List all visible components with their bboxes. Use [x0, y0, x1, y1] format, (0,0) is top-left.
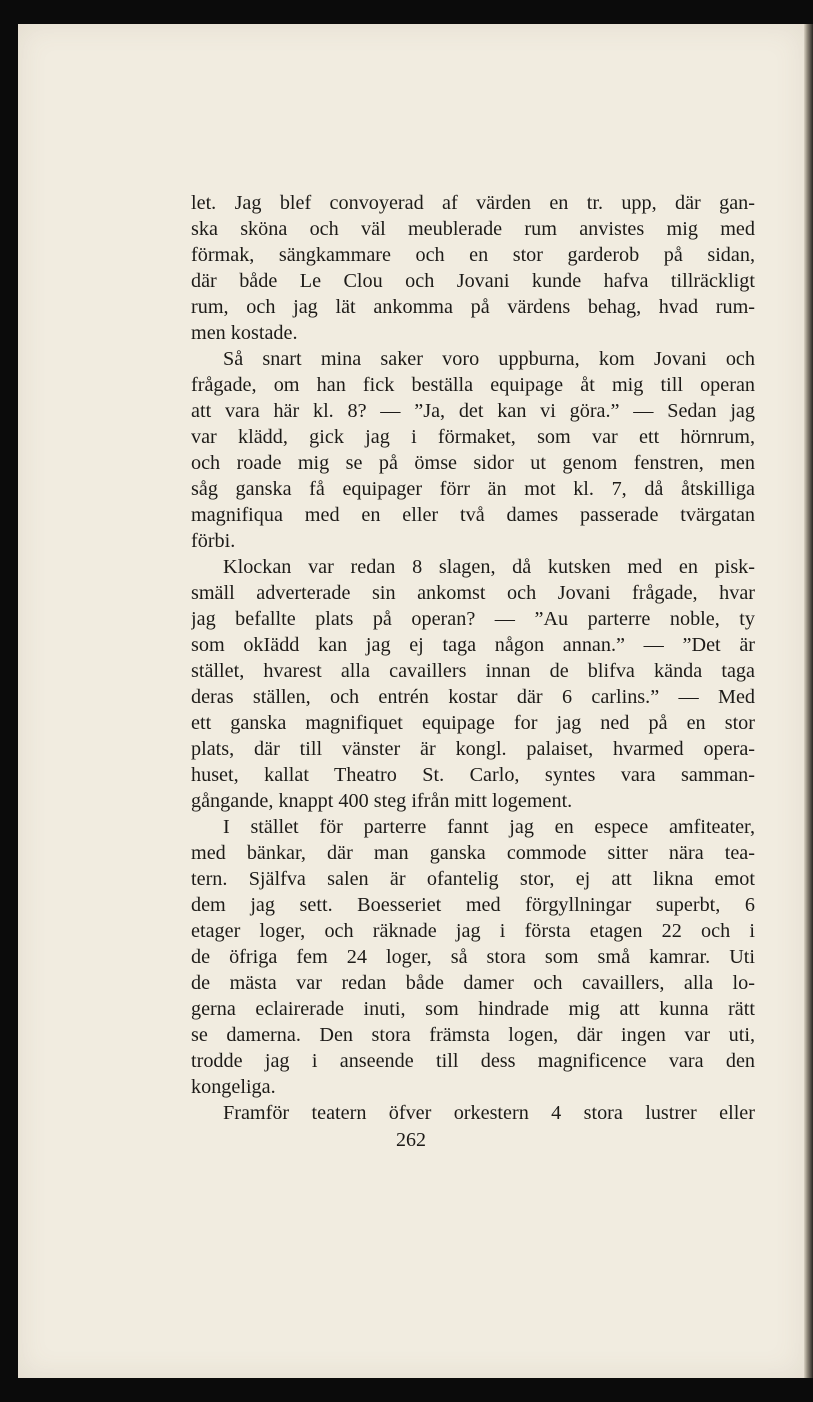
text-line: rum, och jag lät ankomma på värdens behag, hvad rum-: [191, 296, 755, 318]
text-line: let. Jag blef convoyerad af värden en tr. upp, där gan-: [191, 192, 755, 214]
text-line: gerna eclairerade inuti, som hindrade mig att kunna rätt: [191, 998, 755, 1020]
text-line: plats, där till vänster är kongl. palaiset, hvarmed opera-: [191, 738, 755, 760]
text-line: ska sköna och väl meublerade rum anvistes mig med: [191, 218, 755, 240]
text-line: var klädd, gick jag i förmaket, som var ett hörnrum,: [191, 426, 755, 448]
text-line: men kostade.: [191, 322, 298, 344]
text-line: deras ställen, och entrén kostar där 6 carlins.” — Med: [191, 686, 755, 708]
text-line: och roade mig se på ömse sidor ut genom fenstren, men: [191, 452, 755, 474]
text-line: Så snart mina saker voro uppburna, kom Jovani och: [223, 348, 755, 370]
text-line: dem jag sett. Boesseriet med förgyllningar superbt, 6: [191, 894, 755, 916]
text-line: kongeliga.: [191, 1076, 276, 1098]
text-line: Klockan var redan 8 slagen, då kutsken med en pisk-: [223, 556, 755, 578]
text-line: frågade, om han fick beställa equipage åt mig till operan: [191, 374, 755, 396]
text-line: att vara här kl. 8? — ”Ja, det kan vi göra.” — Sedan jag: [191, 400, 755, 422]
text-line: gångande, knappt 400 steg ifrån mitt logement.: [191, 790, 573, 812]
text-line: ett ganska magnifiquet equipage for jag ned på en stor: [191, 712, 755, 734]
book-page: [18, 24, 804, 1378]
text-line: jag befallte plats på operan? — ”Au parterre noble, ty: [191, 608, 755, 630]
text-line: de mästa var redan både damer och cavaillers, alla lo-: [191, 972, 755, 994]
text-line: Framför teatern öfver orkestern 4 stora lustrer eller: [223, 1102, 755, 1124]
text-line: stället, hvarest alla cavaillers innan de blifva kända taga: [191, 660, 755, 682]
text-line: tern. Själfva salen är ofantelig stor, ej att likna emot: [191, 868, 755, 890]
text-line: de öfriga fem 24 loger, så stora som små kamrar. Uti: [191, 946, 755, 968]
text-line: förbi.: [191, 530, 236, 552]
text-line: magnifiqua med en eller två dames passerade tvärgatan: [191, 504, 755, 526]
page-edge: [804, 24, 813, 1378]
text-line: I stället för parterre fannt jag en espece amfiteater,: [223, 816, 755, 838]
text-line: huset, kallat Theatro St. Carlo, syntes vara samman-: [191, 764, 755, 786]
text-line: med bänkar, där man ganska commode sitter nära tea-: [191, 842, 755, 864]
text-line: smäll adverterade sin ankomst och Jovani frågade, hvar: [191, 582, 755, 604]
text-line: förmak, sängkammare och en stor garderob på sidan,: [191, 244, 755, 266]
text-line: etager loger, och räknade jag i första etagen 22 och i: [191, 920, 755, 942]
text-line: se damerna. Den stora främsta logen, där ingen var uti,: [191, 1024, 755, 1046]
page-number: 262: [396, 1129, 426, 1151]
text-line: såg ganska få equipager förr än mot kl. 7, då åtskilliga: [191, 478, 755, 500]
body-text: [191, 190, 755, 1126]
text-line: där både Le Clou och Jovani kunde hafva tillräckligt: [191, 270, 755, 292]
text-line: trodde jag i anseende till dess magnificence vara den: [191, 1050, 755, 1072]
text-line: som okIädd kan jag ej taga någon annan.” — ”Det är: [191, 634, 755, 656]
